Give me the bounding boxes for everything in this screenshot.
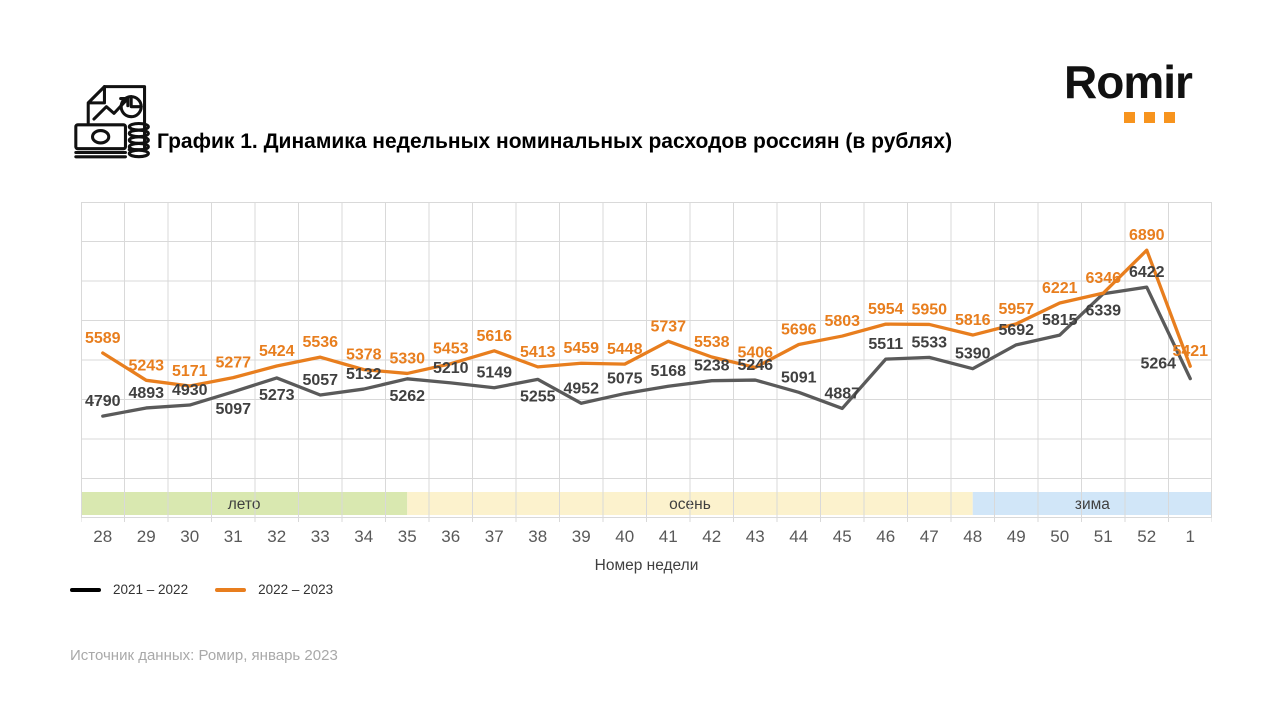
season-label: зима xyxy=(1074,496,1110,513)
data-label-series-0: 5149 xyxy=(476,364,513,382)
data-label-series-0: 4893 xyxy=(128,384,165,402)
weekly-expenses-line-chart xyxy=(81,202,1212,550)
week-tick-label: 43 xyxy=(745,527,765,546)
data-label-series-1: 5424 xyxy=(258,343,295,361)
legend-swatch-2021-2022 xyxy=(70,588,101,592)
data-label-series-1: 5616 xyxy=(476,327,513,345)
week-tick-label: 38 xyxy=(528,527,548,546)
data-label-series-1: 5589 xyxy=(84,329,121,347)
data-label-series-0: 5273 xyxy=(258,386,295,404)
data-label-series-0: 5264 xyxy=(1140,355,1177,373)
week-tick-label: 46 xyxy=(876,527,896,546)
data-label-series-1: 5950 xyxy=(911,301,948,319)
week-tick-label: 41 xyxy=(658,527,678,546)
week-tick-label: 51 xyxy=(1093,527,1113,546)
week-tick-label: 1 xyxy=(1185,527,1195,546)
data-label-series-1: 5538 xyxy=(693,333,730,351)
data-label-series-0: 5511 xyxy=(868,336,904,354)
week-tick-label: 30 xyxy=(180,527,200,546)
week-tick-label: 34 xyxy=(354,527,374,546)
data-label-series-0: 6339 xyxy=(1085,302,1122,320)
legend-item-2022-2023 xyxy=(215,582,333,597)
data-label-series-0: 5246 xyxy=(737,357,774,375)
data-label-series-0: 5390 xyxy=(954,345,991,363)
banknote-stack xyxy=(76,153,126,157)
week-tick-label: 35 xyxy=(397,527,417,546)
romir-logo xyxy=(1060,56,1215,128)
data-label-series-1: 5957 xyxy=(998,300,1035,318)
data-label-series-0: 5815 xyxy=(1041,312,1078,330)
data-label-series-1: 5277 xyxy=(215,354,252,372)
data-label-series-1: 5803 xyxy=(824,313,861,331)
source-note: Источник данных: Ромир, январь 2023 xyxy=(70,647,338,664)
data-label-series-0: 5238 xyxy=(693,357,730,375)
logo-dot-icon xyxy=(1164,112,1175,123)
week-tick-label: 40 xyxy=(615,527,635,546)
data-label-series-1: 5696 xyxy=(780,321,817,339)
week-tick-label: 42 xyxy=(702,527,722,546)
data-label-series-1: 6221 xyxy=(1041,280,1078,298)
x-axis-title: Номер недели xyxy=(594,557,699,574)
data-label-series-1: 5448 xyxy=(606,341,643,359)
week-tick-label: 44 xyxy=(789,527,809,546)
data-label-series-0: 4952 xyxy=(563,380,600,398)
logo-dot-icon xyxy=(1124,112,1135,123)
data-label-series-1: 5816 xyxy=(954,312,991,330)
week-tick-label: 50 xyxy=(1050,527,1070,546)
data-label-series-1: 5330 xyxy=(389,350,426,368)
banknote-oval xyxy=(93,131,109,143)
data-label-series-0: 5097 xyxy=(215,400,252,418)
week-tick-label: 31 xyxy=(223,527,243,546)
week-tick-label: 52 xyxy=(1137,527,1157,546)
week-tick-label: 28 xyxy=(93,527,113,546)
season-label: лето xyxy=(227,496,261,513)
data-label-series-0: 5255 xyxy=(519,388,556,406)
week-tick-label: 47 xyxy=(919,527,939,546)
data-label-series-0: 5091 xyxy=(780,369,817,387)
data-label-series-1: 5459 xyxy=(563,340,600,358)
data-label-series-0: 5057 xyxy=(302,371,339,389)
money-report-icon xyxy=(72,82,156,160)
legend-label: 2021 – 2022 xyxy=(113,582,189,597)
data-label-series-0: 5210 xyxy=(432,359,469,377)
data-label-series-1: 5406 xyxy=(737,344,774,362)
data-label-series-0: 5075 xyxy=(606,370,643,388)
legend-swatch-2022-2023 xyxy=(215,588,246,592)
week-tick-label: 48 xyxy=(963,527,983,546)
data-label-series-1: 5954 xyxy=(867,301,904,319)
data-label-series-0: 5692 xyxy=(998,321,1035,339)
data-label-series-1: 5737 xyxy=(650,318,687,336)
page-title: График 1. Динамика недельных номинальных расходов россиян (в рублях) xyxy=(157,130,953,153)
season-label: осень xyxy=(669,496,711,513)
data-label-series-0: 6422 xyxy=(1128,264,1165,282)
week-tick-label: 49 xyxy=(1006,527,1026,546)
data-label-series-0: 4790 xyxy=(84,393,121,411)
data-label-series-1: 6346 xyxy=(1085,270,1122,288)
romir-logo-text: Romir xyxy=(1064,56,1192,108)
week-tick-label: 36 xyxy=(441,527,461,546)
data-label-series-1: 5413 xyxy=(519,343,556,361)
data-label-series-0: 4887 xyxy=(824,385,861,403)
data-label-series-1: 5421 xyxy=(1172,343,1209,361)
data-label-series-0: 5168 xyxy=(650,363,687,381)
week-tick-label: 29 xyxy=(136,527,156,546)
week-tick-label: 33 xyxy=(310,527,330,546)
data-label-series-0: 5132 xyxy=(345,366,382,384)
banknote xyxy=(76,125,126,149)
week-tick-label: 45 xyxy=(832,527,852,546)
week-tick-label: 32 xyxy=(267,527,287,546)
data-label-series-0: 5262 xyxy=(389,387,426,405)
legend-item-2021-2022 xyxy=(70,582,188,597)
chart-legend xyxy=(70,582,333,597)
data-label-series-1: 5453 xyxy=(432,340,469,358)
week-tick-label: 37 xyxy=(484,527,504,546)
data-label-series-1: 5171 xyxy=(171,362,208,380)
data-label-series-1: 5536 xyxy=(302,334,339,352)
week-tick-label: 39 xyxy=(571,527,591,546)
legend-label: 2022 – 2023 xyxy=(258,582,334,597)
data-label-series-1: 6890 xyxy=(1128,227,1165,245)
logo-dot-icon xyxy=(1144,112,1155,123)
data-label-series-0: 4930 xyxy=(171,382,208,400)
data-label-series-1: 5378 xyxy=(345,346,382,364)
data-label-series-1: 5243 xyxy=(128,357,165,375)
data-label-series-0: 5533 xyxy=(911,334,948,352)
